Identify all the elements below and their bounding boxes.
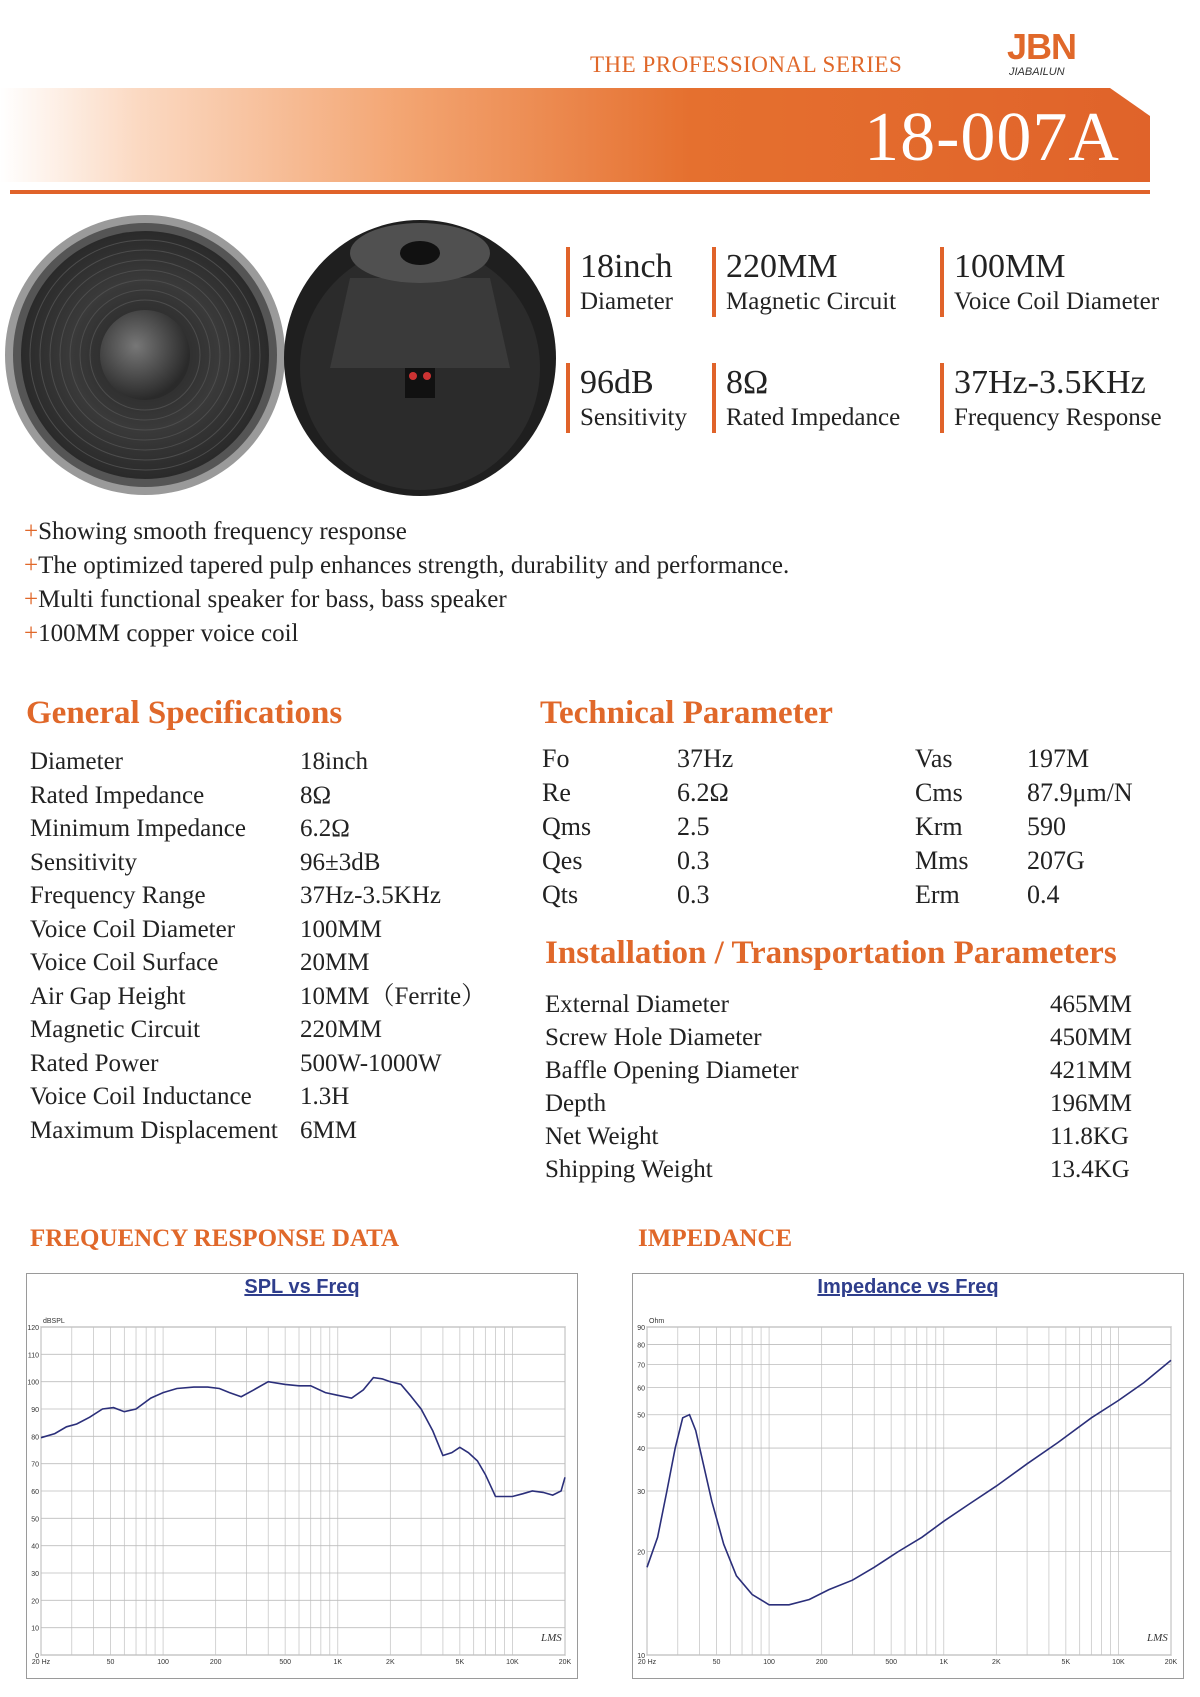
x-tick-label: 200 (209, 1659, 222, 1666)
spec-row (30, 879, 486, 913)
y-tick-label: 70 (31, 1461, 39, 1469)
install-label: Screw Hole Diameter (545, 1024, 762, 1051)
chart-title: SPL vs Freq (244, 1276, 360, 1298)
x-tick-label: 1K (333, 1659, 343, 1666)
x-tick-label: 5K (1061, 1659, 1071, 1666)
spec-label: Frequency Range (30, 882, 206, 909)
bullet-text: Multi functional speaker for bass, bass speaker (38, 586, 507, 613)
spec-value: 8Ω (300, 781, 332, 809)
feature-label: Sensitivity (580, 404, 687, 431)
x-tick-label: 1K (939, 1659, 949, 1666)
feature-magnetic-circuit (712, 247, 896, 317)
y-tick-label: 50 (637, 1412, 645, 1420)
spec-row (30, 980, 486, 1014)
spec-value: 37Hz-3.5KHz (300, 882, 441, 909)
install-label: Depth (545, 1090, 607, 1117)
param-name: Qes (542, 846, 583, 875)
param-value: 197M (1027, 744, 1090, 773)
param-name: Cms (915, 778, 963, 807)
install-row (545, 988, 1132, 1021)
x-tick-label: 100 (157, 1659, 169, 1666)
spec-value: 6.2Ω (300, 815, 350, 842)
install-heading: Installation / Transportation Parameters (545, 935, 1117, 971)
spl-chart (26, 1273, 578, 1679)
plus-icon: + (24, 518, 39, 545)
bullet-item (24, 549, 789, 583)
spec-row (30, 1114, 486, 1148)
install-row (545, 1153, 1132, 1186)
x-tick-label: 500 (885, 1659, 898, 1666)
spec-row (30, 779, 486, 813)
impedance-chart-svg (633, 1299, 1185, 1679)
general-spec-table (30, 745, 486, 1147)
x-tick-label: 50 (712, 1659, 721, 1666)
spec-row (30, 1047, 486, 1081)
x-tick-label: 20K (1164, 1659, 1178, 1666)
technical-heading: Technical Parameter (540, 695, 833, 731)
param-value: 37Hz (677, 744, 734, 773)
param-row (542, 742, 1133, 776)
param-row (542, 810, 1133, 844)
spec-label: Rated Power (30, 1049, 159, 1077)
spec-value: 20MM (300, 949, 370, 976)
y-tick-label: 50 (31, 1516, 39, 1524)
y-tick-label: 40 (637, 1446, 645, 1454)
spec-value: 500W-1000W (300, 1049, 442, 1077)
speaker-rear-image (280, 218, 560, 503)
technical-table (542, 742, 1133, 912)
feature-bullets (24, 515, 789, 651)
feature-label: Magnetic Circuit (726, 288, 897, 315)
speaker-front-image (0, 210, 290, 500)
feature-label: Frequency Response (954, 404, 1162, 431)
param-value: 0.3 (677, 846, 710, 875)
x-tick-label: 100 (763, 1659, 775, 1666)
param-name: Qts (542, 880, 579, 909)
y-tick-label: 70 (637, 1362, 645, 1370)
install-value: 11.8KG (1050, 1123, 1129, 1150)
param-value: 207G (1027, 846, 1085, 875)
impedance-heading: IMPEDANCE (638, 1225, 793, 1252)
spec-row (30, 1080, 486, 1114)
spec-row (30, 1013, 486, 1047)
install-value: 450MM (1050, 1024, 1132, 1051)
param-name: Krm (915, 812, 963, 841)
spec-label: Air Gap Height (30, 982, 186, 1010)
x-tick-label: 50 (106, 1659, 115, 1666)
feature-impedance (712, 363, 900, 433)
install-value: 421MM (1050, 1057, 1132, 1084)
spec-value: 96±3dB (300, 848, 381, 876)
x-tick-label: 500 (279, 1659, 292, 1666)
feature-label: Voice Coil Diameter (954, 288, 1160, 315)
param-row (542, 776, 1133, 810)
spec-label: Voice Coil Surface (30, 949, 219, 976)
bullet-text: The optimized tapered pulp enhances strength, durability and performance. (38, 552, 790, 579)
param-row (542, 878, 1133, 912)
y-tick-label: 30 (31, 1571, 39, 1578)
x-tick-label: 20 Hz (637, 1659, 657, 1666)
y-tick-label: 120 (27, 1325, 39, 1332)
y-tick-label: 80 (31, 1434, 39, 1442)
brand-logo (1007, 26, 1107, 82)
y-tick-label: 80 (637, 1342, 645, 1350)
plus-icon: + (24, 586, 39, 613)
install-row (545, 1120, 1132, 1153)
param-value: 2.5 (677, 812, 710, 841)
feature-diameter (566, 247, 673, 317)
param-name: Erm (915, 880, 960, 909)
y-tick-label: 110 (27, 1352, 39, 1360)
y-axis-label: Ohm (649, 1318, 665, 1325)
install-row (545, 1087, 1132, 1120)
freq-response-heading: FREQUENCY RESPONSE DATA (30, 1225, 400, 1252)
feature-value: 220MM (726, 248, 838, 285)
spec-value: 18inch (300, 748, 369, 775)
x-tick-label: 2K (992, 1659, 1001, 1666)
y-tick-label: 100 (27, 1379, 39, 1387)
x-tick-label: 20 Hz (31, 1659, 51, 1666)
spec-label: Voice Coil Diameter (30, 915, 236, 943)
spl-chart-svg (27, 1299, 579, 1679)
install-row (545, 1021, 1132, 1054)
y-tick-label: 0 (35, 1653, 39, 1660)
x-tick-label: 10K (1112, 1659, 1125, 1666)
spec-value: 1.3H (300, 1083, 350, 1110)
param-value: 0.3 (677, 880, 710, 909)
param-name: Re (542, 778, 571, 807)
chart-title: Impedance vs Freq (817, 1276, 999, 1298)
model-number: 18-007A (864, 99, 1120, 176)
param-name: Vas (915, 744, 953, 773)
x-tick-label: 20K (558, 1659, 572, 1666)
param-value: 87.9μm/N (1027, 778, 1133, 807)
logo-subtitle: JIABAILUN (1009, 66, 1065, 78)
install-value: 196MM (1050, 1090, 1132, 1117)
feature-value: 100MM (954, 248, 1066, 285)
spec-row (30, 846, 486, 880)
series-label: THE PROFESSIONAL SERIES (590, 52, 903, 77)
install-row (545, 1054, 1132, 1087)
spec-label: Sensitivity (30, 848, 137, 876)
general-spec-heading: General Specifications (26, 695, 343, 731)
param-value: 6.2Ω (677, 778, 729, 807)
bullet-item (24, 583, 789, 617)
feature-sensitivity (566, 363, 687, 433)
param-name: Fo (542, 744, 570, 773)
x-tick-label: 200 (815, 1659, 828, 1666)
param-value: 0.4 (1027, 880, 1060, 909)
y-tick-label: 60 (637, 1385, 645, 1393)
spec-value: 10MM（Ferrite） (300, 982, 487, 1010)
plus-icon: + (24, 552, 39, 579)
param-row (542, 844, 1133, 878)
spec-value: 6MM (300, 1116, 357, 1144)
spec-label: Magnetic Circuit (30, 1016, 201, 1043)
y-tick-label: 10 (637, 1653, 645, 1660)
param-value: 590 (1027, 812, 1066, 841)
y-tick-label: 90 (637, 1325, 645, 1332)
feature-value: 8Ω (726, 364, 769, 401)
y-tick-label: 10 (31, 1625, 39, 1633)
bullet-item (24, 515, 789, 549)
spec-value: 100MM (300, 915, 382, 943)
bullet-text: Showing smooth frequency response (38, 518, 407, 545)
spec-label: Rated Impedance (30, 781, 205, 809)
x-tick-label: 10K (506, 1659, 519, 1666)
feature-value: 37Hz-3.5KHz (954, 364, 1146, 401)
bullet-item (24, 617, 789, 651)
spec-row (30, 812, 486, 846)
spec-label: Voice Coil Inductance (30, 1083, 252, 1110)
logo-mark: JBN (1007, 26, 1077, 67)
spec-value: 220MM (300, 1016, 382, 1043)
spec-label: Maximum Displacement (30, 1116, 278, 1144)
install-label: External Diameter (545, 991, 729, 1018)
feature-label: Rated Impedance (726, 404, 901, 431)
install-value: 465MM (1050, 991, 1132, 1018)
y-tick-label: 60 (31, 1489, 39, 1496)
y-tick-label: 30 (637, 1489, 645, 1496)
spec-label: Diameter (30, 748, 124, 775)
spec-label: Minimum Impedance (30, 815, 246, 842)
y-tick-label: 20 (31, 1598, 39, 1606)
feature-frequency-response (940, 363, 1162, 433)
lms-watermark: LMS (541, 1632, 562, 1644)
x-tick-label: 2K (386, 1659, 395, 1666)
install-label: Shipping Weight (545, 1156, 713, 1183)
lms-watermark: LMS (1147, 1632, 1168, 1644)
install-label: Net Weight (545, 1123, 659, 1150)
y-tick-label: 90 (31, 1407, 39, 1414)
install-value: 13.4KG (1050, 1156, 1130, 1183)
install-label: Baffle Opening Diameter (545, 1057, 799, 1084)
impedance-chart (632, 1273, 1184, 1679)
spec-row (30, 913, 486, 947)
param-name: Mms (915, 846, 969, 875)
y-axis-label: dBSPL (43, 1318, 65, 1325)
install-table (545, 988, 1132, 1186)
feature-voice-coil (940, 247, 1159, 317)
x-tick-label: 5K (455, 1659, 465, 1666)
spec-row (30, 745, 486, 779)
spec-row (30, 946, 486, 980)
y-tick-label: 40 (31, 1543, 39, 1551)
param-name: Qms (542, 812, 592, 841)
feature-value: 18inch (580, 248, 673, 285)
feature-label: Diameter (580, 288, 674, 315)
banner-divider (10, 190, 1150, 194)
bullet-text: 100MM copper voice coil (38, 620, 299, 647)
feature-value: 96dB (580, 364, 654, 401)
y-tick-label: 20 (637, 1549, 645, 1557)
plus-icon: + (24, 620, 39, 647)
